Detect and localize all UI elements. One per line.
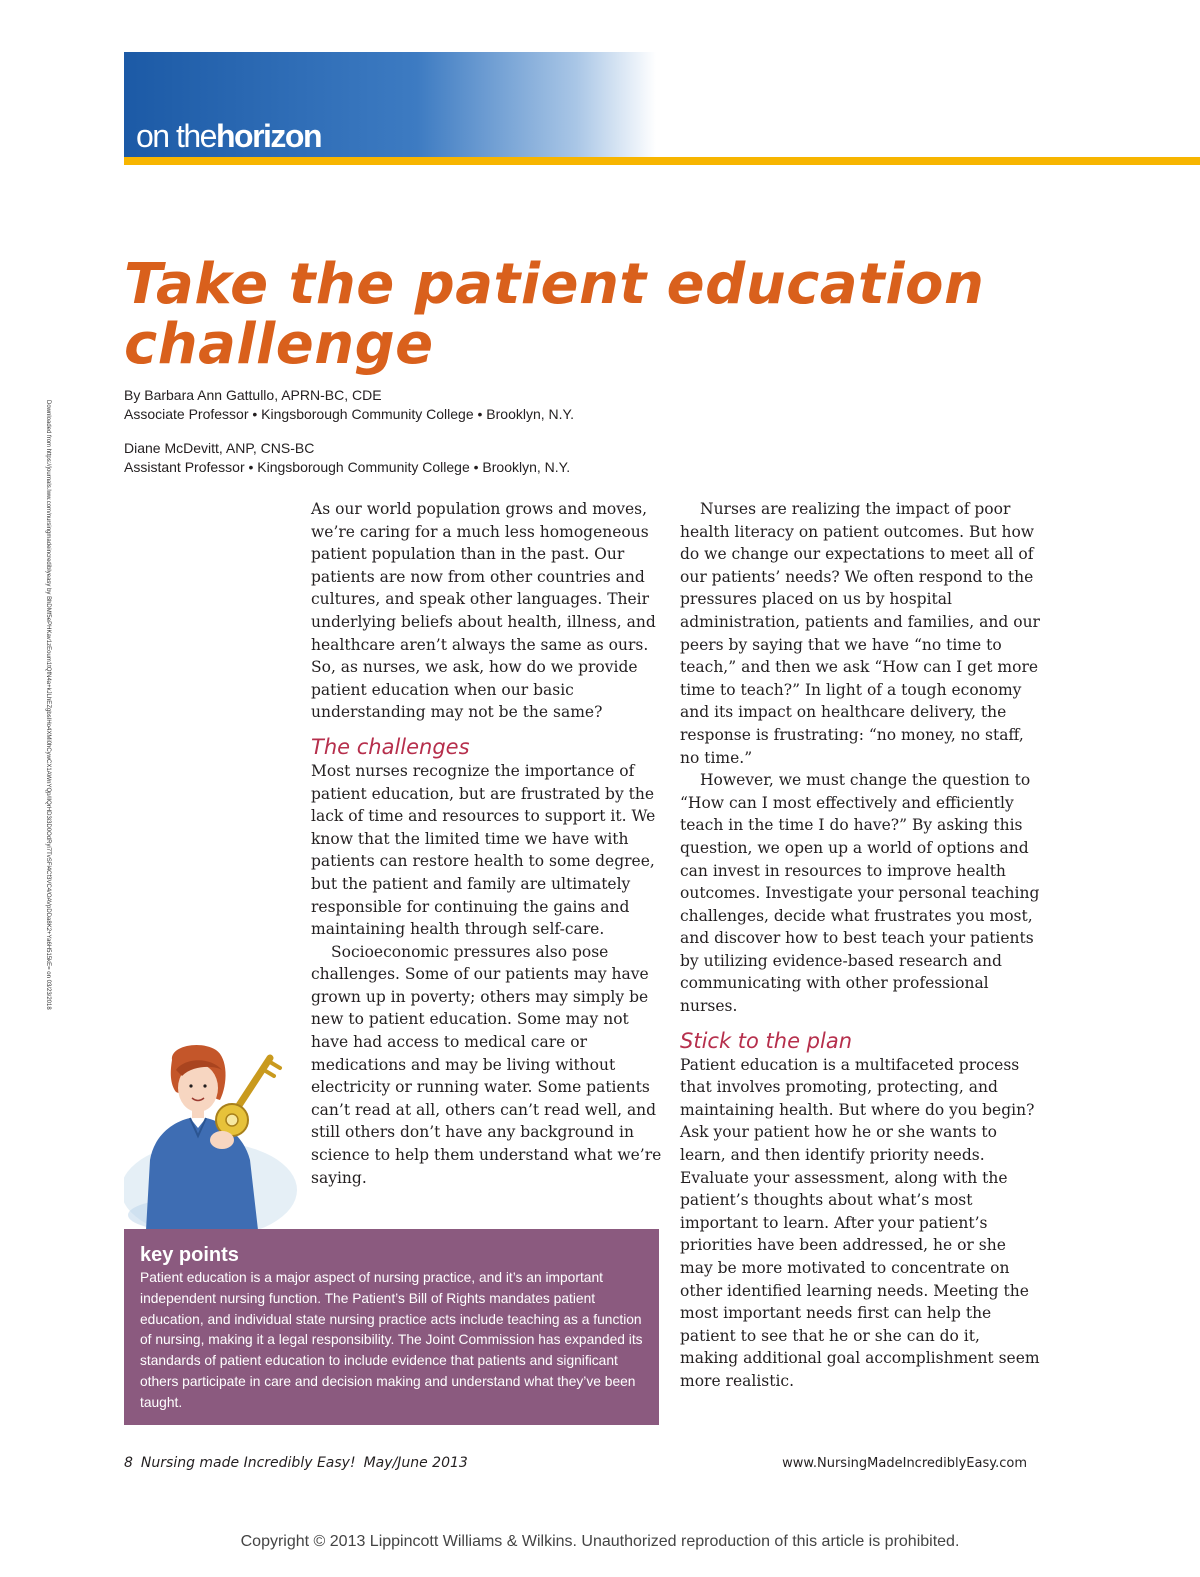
article-column-1 (311, 498, 663, 1189)
author-1-affiliation: Associate Professor • Kingsborough Community College • Brooklyn, N.Y. (124, 406, 574, 422)
author-1-name: By Barbara Ann Gattullo, APRN-BC, CDE (124, 387, 382, 403)
header-rule (124, 157, 1200, 165)
footer-citation (124, 1455, 468, 1471)
article-title: Take the patient education challenge (124, 252, 985, 377)
section-name-light: on the (136, 118, 216, 154)
section-name (136, 120, 321, 152)
paragraph: Most nurses recognize the importance of patient education, but are frustrated by the lack of time and resources to support it. We know that the limited time we have with patients can restore health to some degree, but the patient and family are ultimately responsible for continuing the gains and maintaining health through self-care. (311, 761, 656, 939)
article-column-2 (680, 498, 1040, 1393)
download-notice-text: Downloaded from https://journals.lww.com/nursingmadeincrediblyeasy by BhDMf5ePHKav1zEoum1tQfN4a+kJLhEZgbsIHo4XMi0hCywCX1AWnYQp/IlQrHD3i3D0OdRyi7TvSFl4Cf3VC4/OAVpDDa8K2+Ya6H515kE= on 03/23/2018 (45, 400, 51, 1010)
paragraph: Socioeconomic pressures also pose challenges. Some of our patients may have grown up in poverty; others may simply be new to patient education. Some may not have had access to medical care or medications and may be living without electricity or running water. Some patients can’t read at all, others can’t read well, and still others don’t have any background in science to help them understand what we’re saying. (311, 942, 662, 1187)
author-2-affiliation: Assistant Professor • Kingsborough Community College • Brooklyn, N.Y. (124, 459, 571, 475)
section-name-bold: horizon (215, 118, 321, 154)
paragraph: However, we must change the question to “How can I most effectively and efficiently teach in the time I do have?” By asking this question, we open up a world of options and can invest in resources to improve health outcomes. Investigate your personal teaching challenges, decide what frustrates you most, and discover how to best teach your patients by utilizing evidence-based research and communicating with other professional nurses. (680, 771, 1040, 1016)
key-points-text: Patient education is a major aspect of nursing practice, and it’s an important independent nursing function. The Patient’s Bill of Rights mandates patient education, and individual state nursing practice acts include teaching as a function of nursing, making it a legal responsibility. The Joint Commission has expanded its standards of patient education to include evidence that patients and significant others participate in care and decision making and understand what they’ve been taught. (140, 1270, 643, 1410)
page-number: 8 (124, 1455, 133, 1471)
journal-name: Nursing made Incredibly Easy! (140, 1455, 356, 1471)
author-2-name: Diane McDevitt, ANP, CNS-BC (124, 440, 315, 456)
copyright-notice: Copyright © 2013 Lippincott Williams & Wilkins. Unauthorized reproduction of this article is prohibited. (240, 1533, 960, 1550)
key-points-box (124, 1229, 659, 1425)
paragraph: Nurses are realizing the impact of poor health literacy on patient outcomes. But how do we change our expectations to meet all of our patients’ needs? We often respond to the pressures placed on us by hospital administration, patients and families, and our peers by saying that we have “no time to teach,” and then we ask “How can I get more time to teach?” In light of a tough economy and its impact on healthcare delivery, the response is frustrating: “no money, no staff, no time.” (680, 500, 1040, 767)
journal-url: www.NursingMadeIncrediblyEasy.com (782, 1456, 1027, 1471)
author-bylines (124, 386, 824, 477)
paragraph: Patient education is a multifaceted process that involves promoting, protecting, and maintaining health. But where do you begin? Ask your patient how he or she wants to learn, and then identify priority needs. Evaluate your assessment, along with the patient’s thoughts about what’s most important to learn. After your patient’s priorities have been addressed, he or she may be more motivated to concentrate on other identified learning needs. Meeting the most important needs first can help the patient to see that he or she can do it, making additional goal accomplishment seem more realistic. (680, 1055, 1040, 1390)
subhead-stick-to-plan: Stick to the plan (680, 1028, 853, 1053)
subhead-challenges: The challenges (311, 734, 470, 759)
nurse-with-key-illustration (124, 1040, 300, 1230)
intro-paragraph: As our world population grows and moves, we’re caring for a much less homogeneous patient population than in the past. Our patients are now from other countries and cultures, and speak other languages. Their underlying beliefs about health, illness, and healthcare aren’t always the same as ours. So, as nurses, we ask, how do we provide patient education when our basic understanding may not be the same? (311, 500, 656, 722)
download-notice (42, 400, 54, 1190)
issue-date: May/June 2013 (363, 1455, 468, 1471)
key-points-heading: key points (140, 1244, 239, 1266)
